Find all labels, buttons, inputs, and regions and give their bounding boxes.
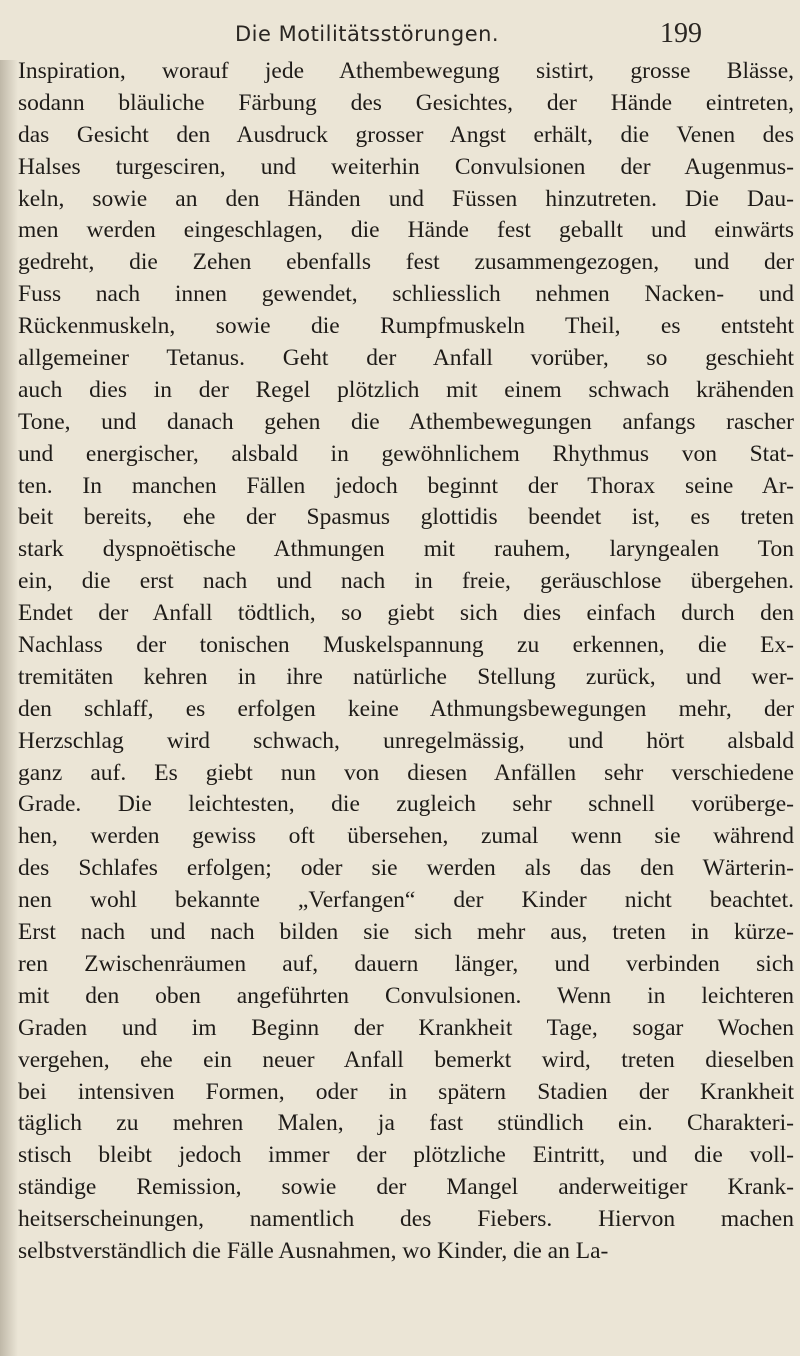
text-line: täglich zu mehren Malen, ja fast stündlich ein. Charakteri- (18, 1110, 794, 1137)
text-line: Graden und im Beginn der Krankheit Tage, sogar Wochen (18, 1014, 794, 1041)
text-line: tremitäten kehren in ihre natürliche Stellung zurück, und wer- (18, 663, 794, 690)
text-line: mit den oben angeführten Convulsionen. Wenn in leichteren (18, 982, 794, 1009)
text-line: Halses turgesciren, und weiterhin Convulsionen der Augenmus- (18, 153, 794, 180)
text-line: Rückenmuskeln, sowie die Rumpfmuskeln Theil, es entsteht (18, 313, 794, 340)
text-line: Tone, und danach gehen die Athembewegungen anfangs rascher (18, 408, 794, 435)
text-line: Nachlass der tonischen Muskelspannung zu erkennen, die Ex- (18, 632, 794, 659)
running-head (0, 8, 800, 48)
text-line: gedreht, die Zehen ebenfalls fest zusammengezogen, und der (18, 249, 794, 276)
text-line: ständige Remission, sowie der Mangel anderweitiger Krank- (18, 1174, 794, 1201)
text-line: Erst nach und nach bilden sie sich mehr aus, treten in kürze- (18, 919, 794, 946)
gutter-shadow (0, 60, 18, 1356)
text-line: heitserscheinungen, namentlich des Fiebers. Hiervon machen (18, 1206, 794, 1233)
text-line: den schlaff, es erfolgen keine Athmungsbewegungen mehr, der (18, 695, 794, 722)
text-line: vergehen, ehe ein neuer Anfall bemerkt wird, treten dieselben (18, 1046, 794, 1073)
text-line: und energischer, alsbald in gewöhnlichem Rhythmus von Stat- (18, 440, 794, 467)
running-title: Die Motilitätsstörungen. (235, 22, 500, 46)
text-line: sodann bläuliche Färbung des Gesichtes, der Hände eintreten, (18, 89, 794, 116)
text-line: ganz auf. Es giebt nun von diesen Anfällen sehr verschiedene (18, 759, 794, 786)
text-line: des Schlafes erfolgen; oder sie werden als das den Wärterin- (18, 855, 794, 882)
text-line: das Gesicht den Ausdruck grosser Angst erhält, die Venen des (18, 121, 794, 148)
text-line: men werden eingeschlagen, die Hände fest geballt und einwärts (18, 217, 794, 244)
text-line: hen, werden gewiss oft übersehen, zumal wenn sie während (18, 823, 794, 850)
text-line: allgemeiner Tetanus. Geht der Anfall vorüber, so geschieht (18, 345, 794, 372)
text-line: Grade. Die leichtesten, die zugleich sehr schnell vorüberge- (18, 791, 794, 818)
text-line: bei intensiven Formen, oder in spätern Stadien der Krankheit (18, 1078, 794, 1105)
text-line: ein, die erst nach und nach in freie, geräuschlose übergehen. (18, 568, 794, 595)
text-line: ren Zwischenräumen auf, dauern länger, und verbinden sich (18, 950, 794, 977)
text-line: stark dyspnoëtische Athmungen mit rauhem, laryngealen Ton (18, 536, 794, 563)
text-line: keln, sowie an den Händen und Füssen hinzutreten. Die Dau- (18, 185, 794, 212)
text-line: selbstverständlich die Fälle Ausnahmen, wo Kinder, die an La- (18, 1237, 609, 1264)
text-line: auch dies in der Regel plötzlich mit einem schwach krähenden (18, 376, 794, 403)
text-line: nen wohl bekannte „Verfangen“ der Kinder nicht beachtet. (18, 887, 794, 914)
text-line: ten. In manchen Fällen jedoch beginnt der Thorax seine Ar- (18, 472, 794, 499)
text-line: Fuss nach innen gewendet, schliesslich nehmen Nacken- und (18, 281, 794, 308)
text-line: Herzschlag wird schwach, unregelmässig, und hört alsbald (18, 727, 794, 754)
text-line: Inspiration, worauf jede Athembewegung sistirt, grosse Blässe, (18, 58, 794, 84)
text-line: Endet der Anfall tödtlich, so giebt sich dies einfach durch den (18, 600, 794, 627)
text-line: stisch bleibt jedoch immer der plötzliche Eintritt, und die voll- (18, 1142, 794, 1169)
text-line: beit bereits, ehe der Spasmus glottidis beendet ist, es treten (18, 504, 794, 531)
body-text (18, 56, 794, 1268)
page-number: 199 (660, 18, 702, 49)
